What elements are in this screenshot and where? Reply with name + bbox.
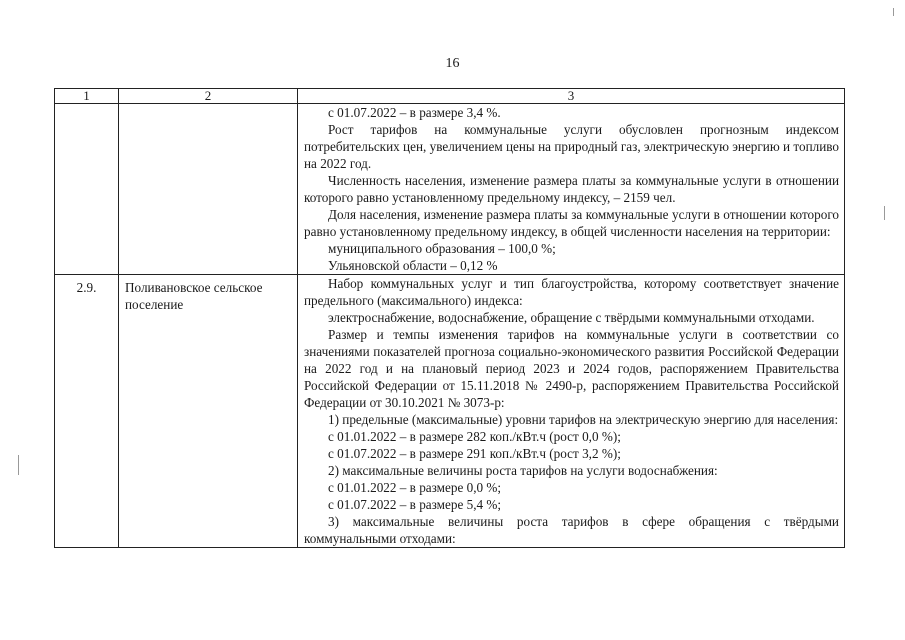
table-header-row — [55, 89, 845, 104]
paragraph: Набор коммунальных услуг и тип благоустройства, которому соответствует значение предельного (максимального) индекса: — [304, 276, 839, 308]
scan-edge-mark — [893, 8, 894, 16]
paragraph: Численность населения, изменение размера платы за коммунальные услуги в отношении которого равно установленному предельному индексу, – 2159 чел. — [304, 173, 839, 205]
header-col-1: 1 — [55, 89, 119, 104]
table-row — [55, 275, 845, 548]
paragraph: Рост тарифов на коммунальные услуги обусловлен прогнозным индексом потребительских цен, увеличением цены на природный газ, электрическую энергию и топливо на 2022 год. — [304, 122, 839, 171]
header-col-2: 2 — [119, 89, 298, 104]
header-col-3: 3 — [298, 89, 845, 104]
settlement-name-cell — [119, 104, 298, 275]
settlement-name-cell: Поливановское сельское поселение — [119, 275, 298, 548]
paragraph: Размер и темпы изменения тарифов на коммунальные услуги в соответствии со значениями показателей прогноза социально-экономического развития Российской Федерации на 2022 год и на плановый период 2023 и 2024 годов, распоряжением Правительства Российской Федерации от 15.11.2018 № 2490-р, распоряжением Правительства Российской Федерации от 30.10.2021 № 3073-р: — [304, 327, 839, 410]
paragraph: с 01.07.2022 – в размере 291 коп./кВт.ч (рост 3,2 %); — [328, 446, 621, 461]
description-cell — [298, 275, 845, 548]
description-cell — [298, 104, 845, 275]
paragraph: Ульяновской области – 0,12 % — [328, 258, 498, 273]
paragraph: 2) максимальные величины роста тарифов на услуги водоснабжения: — [328, 463, 718, 478]
paragraph: 3) максимальные величины роста тарифов в сфере обращения с твёрдыми коммунальными отходами: — [304, 514, 839, 546]
paragraph: Доля населения, изменение размера платы за коммунальные услуги в отношении которого равно установленному предельному индексу, в общей численности населения на территории: — [304, 207, 839, 239]
row-number-cell — [55, 104, 119, 275]
paragraph: с 01.07.2022 – в размере 5,4 %; — [328, 497, 502, 512]
scan-edge-mark — [884, 206, 885, 220]
row-number-cell: 2.9. — [55, 275, 119, 548]
table-row — [55, 104, 845, 275]
paragraph: с 01.01.2022 – в размере 0,0 %; — [328, 480, 502, 495]
page-number: 16 — [445, 56, 460, 71]
scan-edge-mark — [18, 455, 19, 475]
paragraph: муниципального образования – 100,0 %; — [328, 241, 556, 256]
paragraph: с 01.01.2022 – в размере 282 коп./кВт.ч (рост 0,0 %); — [328, 429, 621, 444]
paragraph: электроснабжение, водоснабжение, обращение с твёрдыми коммунальными отходами. — [328, 310, 815, 325]
paragraph: 1) предельные (максимальные) уровни тарифов на электрическую энергию для населения: — [328, 412, 839, 427]
paragraph: с 01.07.2022 – в размере 3,4 %. — [328, 105, 501, 120]
tariff-table — [54, 88, 845, 548]
